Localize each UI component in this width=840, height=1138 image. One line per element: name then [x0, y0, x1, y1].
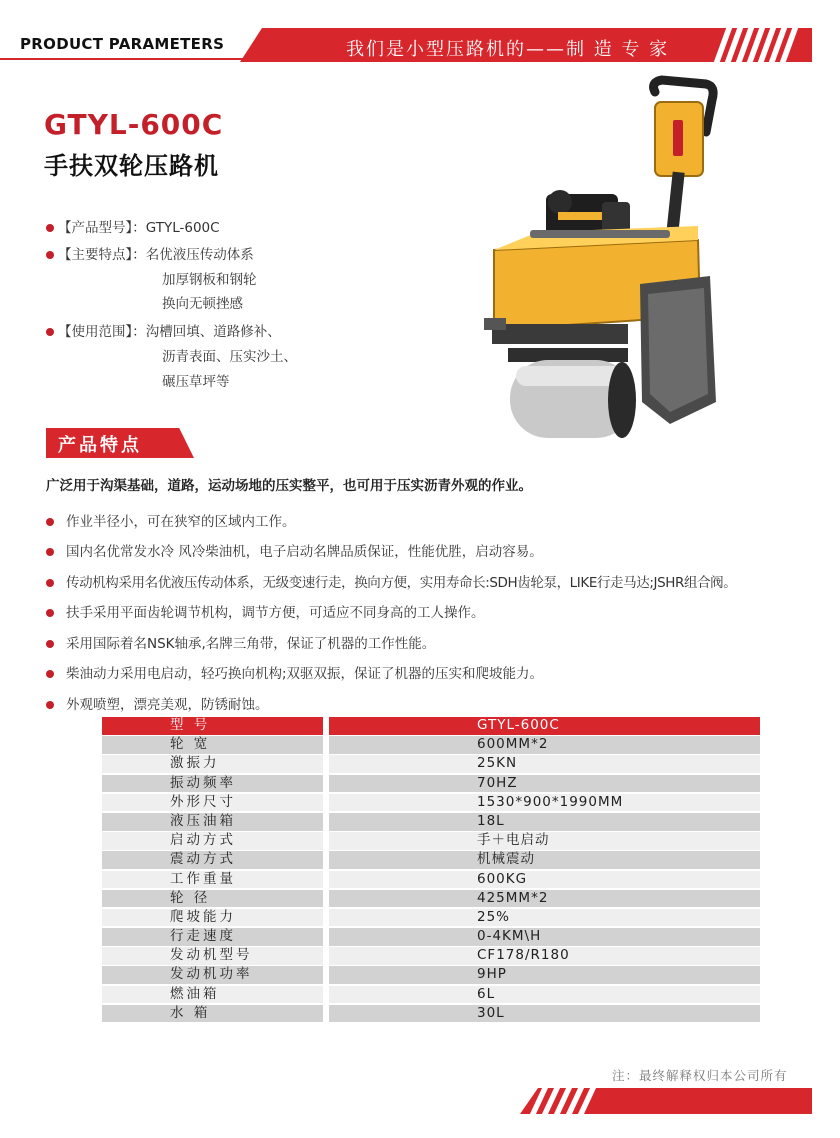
header-underline: [0, 58, 250, 60]
table-cell-value: 机械震动: [329, 851, 760, 869]
spec-value: 碾压草坪等: [162, 374, 230, 390]
feature-item: [46, 510, 296, 530]
bullet-dot: [46, 609, 54, 617]
bullet-dot: [46, 548, 54, 556]
bullet-dot: [46, 251, 54, 259]
features-section-title: 产品特点: [58, 435, 142, 456]
feature-text: 国内名优常发水冷 风冷柴油机，电子启动名牌品质保证，性能优胜，启动容易。: [66, 544, 543, 560]
table-row: [102, 832, 760, 851]
table-cell-label: 爬坡能力: [102, 909, 323, 927]
table-row: [102, 928, 760, 947]
table-cell-value: 9HP: [329, 966, 760, 984]
table-cell-value: 手＋电启动: [329, 832, 760, 850]
feature-item: [46, 632, 435, 652]
table-cell-value: 600KG: [329, 871, 760, 889]
table-cell-value: 30L: [329, 1005, 760, 1023]
table-cell-label: 水 箱: [102, 1005, 323, 1023]
table-cell-label: 燃油箱: [102, 986, 323, 1004]
bullet-dot: [46, 701, 54, 709]
road-roller-image: [470, 72, 730, 452]
table-cell-value: CF178/R180: [329, 947, 760, 965]
feature-item: [46, 571, 736, 591]
table-cell-label: 轮 径: [102, 890, 323, 908]
bullet-dot: [46, 640, 54, 648]
table-row: [102, 947, 760, 966]
table-cell-label: 行走速度: [102, 928, 323, 946]
table-cell-value: 25KN: [329, 755, 760, 773]
spec-value: 沥青表面、压实沙土、: [162, 349, 297, 365]
spec-value: GTYL-600C: [145, 220, 220, 236]
table-row: [102, 1005, 760, 1024]
feature-item: [46, 601, 485, 621]
feature-text: 外观喷塑，漂亮美观，防锈耐蚀。: [66, 697, 269, 713]
feature-text: 传动机构采用名优液压传动体系，无级变速行走，换向方便，实用寿命长:SDH齿轮泵，LIKE行走马达;JSHR组合阀。: [66, 575, 737, 591]
table-row: [102, 890, 760, 909]
spec-value: 换向无顿挫感: [162, 296, 243, 312]
table-cell-label: 振动频率: [102, 775, 323, 793]
table-header-cell: 型 号: [102, 717, 323, 735]
table-cell-label: 工作重量: [102, 871, 323, 889]
table-row: [102, 813, 760, 832]
table-header-row: [102, 717, 760, 736]
table-cell-label: 激振力: [102, 755, 323, 773]
spec-features: [46, 243, 254, 263]
spec-label: 【使用范围】：: [58, 324, 146, 340]
table-row: [102, 794, 760, 813]
table-cell-label: 发动机功率: [102, 966, 323, 984]
table-cell-value: 6L: [329, 986, 760, 1004]
table-row: [102, 909, 760, 928]
bullet-dot: [46, 224, 54, 232]
header-stripes: [720, 28, 812, 62]
table-cell-value: 18L: [329, 813, 760, 831]
spec-model: [46, 216, 220, 236]
table-row: [102, 871, 760, 890]
spec-label: 【主要特点】：: [58, 247, 146, 263]
parameter-table: [102, 717, 760, 1024]
feature-text: 采用国际着名NSK轴承,名牌三角带，保证了机器的工作性能。: [66, 636, 436, 652]
table-cell-value: 70HZ: [329, 775, 760, 793]
table-row: [102, 775, 760, 794]
table-row: [102, 851, 760, 870]
table-cell-value: 600MM*2: [329, 736, 760, 754]
table-cell-value: 0-4KM\H: [329, 928, 760, 946]
header-title: PRODUCT PARAMETERS: [20, 35, 225, 53]
footer-note: 注：最终解释权归本公司所有: [612, 1068, 788, 1083]
table-row: [102, 966, 760, 985]
table-cell-label: 启动方式: [102, 832, 323, 850]
footer-stripes: [536, 1088, 596, 1114]
spec-label: 【产品型号】：: [58, 220, 146, 236]
feature-item: [46, 540, 543, 560]
table-row: [102, 755, 760, 774]
table-cell-value: 425MM*2: [329, 890, 760, 908]
spec-value: 名优液压传动体系: [145, 247, 254, 263]
bullet-dot: [46, 670, 54, 678]
product-name: 手扶双轮压路机: [44, 152, 219, 180]
header-slogan: 我们是小型压路机的——制 造 专 家: [346, 39, 670, 60]
product-model: GTYL-600C: [44, 108, 224, 141]
spec-value: 加厚钢板和钢轮: [162, 272, 257, 288]
table-cell-value: 1530*900*1990MM: [329, 794, 760, 812]
table-cell-label: 外形尺寸: [102, 794, 323, 812]
table-cell-label: 震动方式: [102, 851, 323, 869]
table-header-cell: GTYL-600C: [329, 717, 760, 735]
feature-text: 扶手采用平面齿轮调节机构，调节方便，可适应不同身高的工人操作。: [66, 605, 485, 621]
table-row: [102, 986, 760, 1005]
feature-text: 作业半径小，可在狭窄的区域内工作。: [66, 514, 296, 530]
table-cell-label: 液压油箱: [102, 813, 323, 831]
feature-item: [46, 662, 543, 682]
table-cell-value: 25%: [329, 909, 760, 927]
bullet-dot: [46, 328, 54, 336]
table-cell-label: 轮 宽: [102, 736, 323, 754]
spec-usage: [46, 320, 281, 340]
table-cell-label: 发动机型号: [102, 947, 323, 965]
feature-text: 柴油动力采用电启动，轻巧换向机构;双驱双振，保证了机器的压实和爬坡能力。: [66, 666, 544, 682]
bullet-dot: [46, 579, 54, 587]
features-intro: 广泛用于沟渠基础，道路，运动场地的压实整平，也可用于压实沥青外观的作业。: [46, 478, 532, 494]
bullet-dot: [46, 518, 54, 526]
table-row: [102, 736, 760, 755]
feature-item: [46, 693, 269, 713]
spec-value: 沟槽回填、道路修补、: [145, 324, 281, 340]
